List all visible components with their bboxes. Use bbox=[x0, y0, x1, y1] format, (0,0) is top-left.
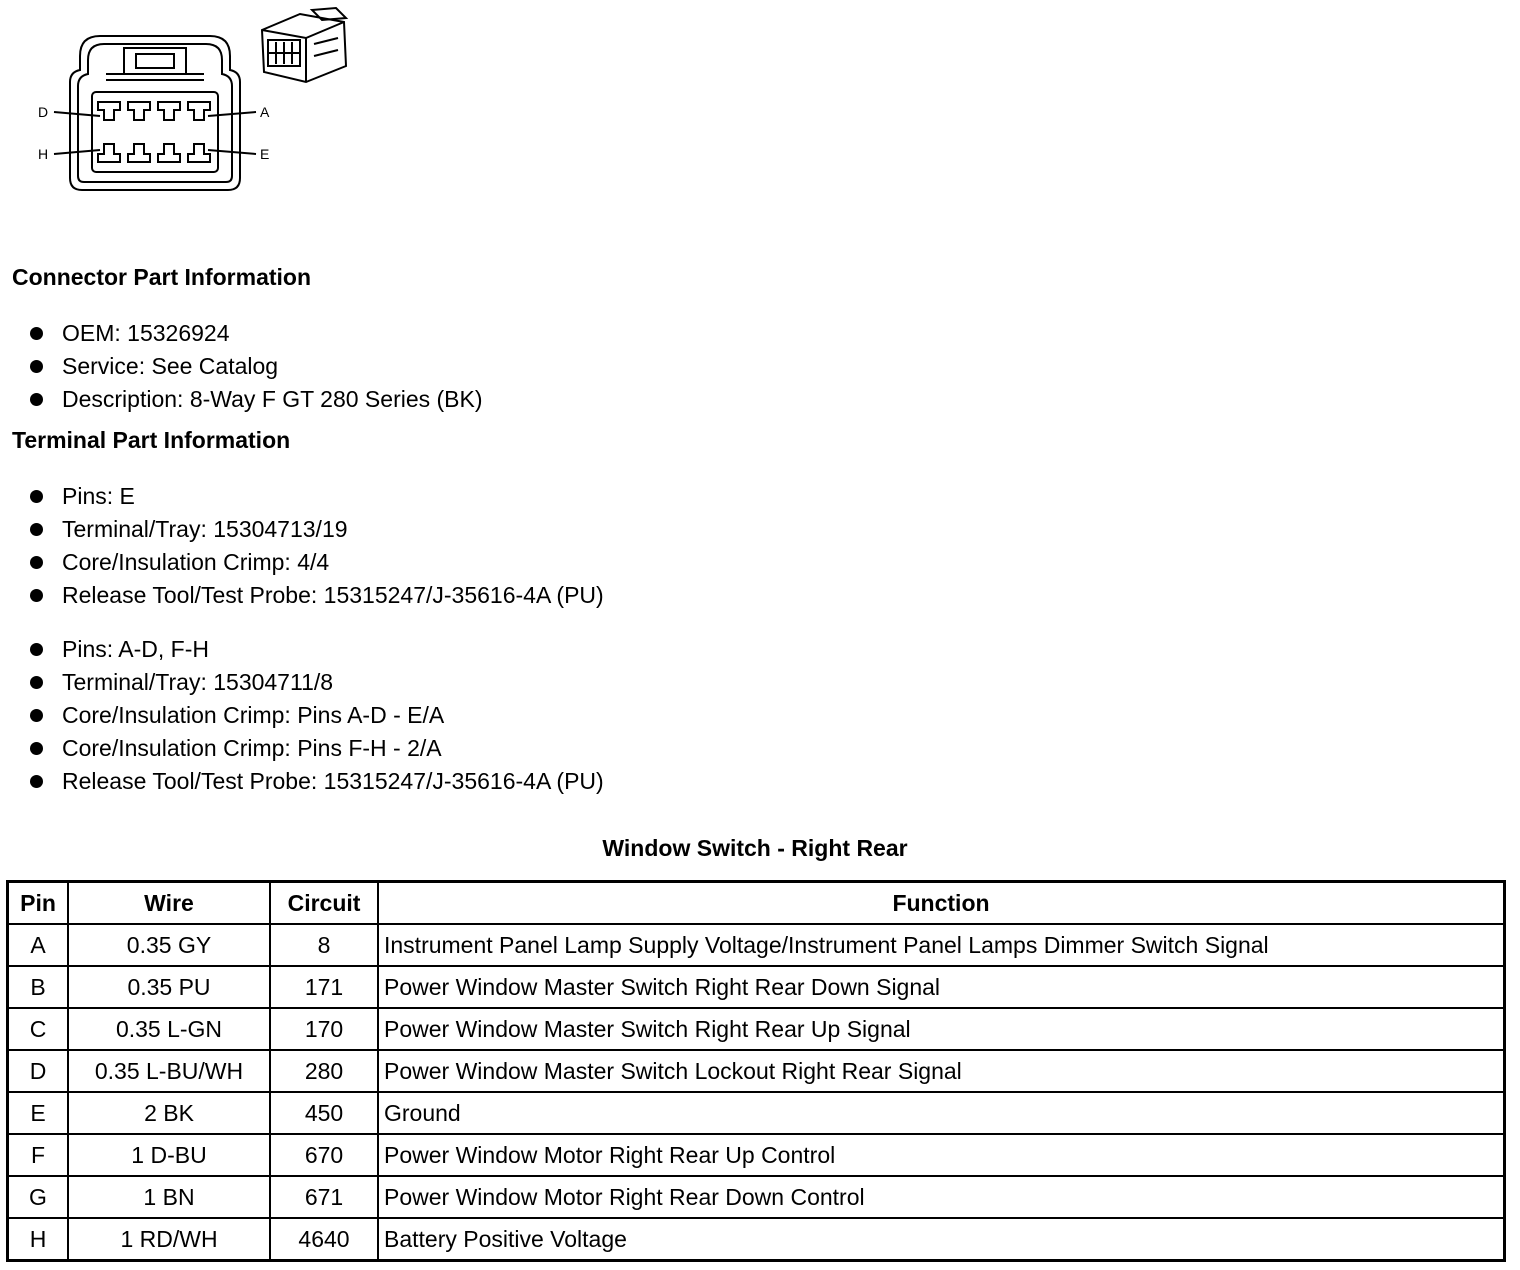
cell-function: Battery Positive Voltage bbox=[378, 1218, 1505, 1261]
cell-wire: 0.35 L-BU/WH bbox=[68, 1050, 270, 1092]
list-item: Core/Insulation Crimp: Pins F-H - 2/A bbox=[30, 732, 604, 765]
cell-wire: 1 D-BU bbox=[68, 1134, 270, 1176]
table-row bbox=[8, 1092, 1505, 1134]
connector-info-list bbox=[30, 317, 483, 416]
bullet-icon bbox=[30, 393, 43, 406]
bullet-icon bbox=[30, 556, 43, 569]
cell-wire: 0.35 L-GN bbox=[68, 1008, 270, 1050]
pin-table bbox=[6, 880, 1506, 1262]
table-row bbox=[8, 1050, 1505, 1092]
list-item: Terminal/Tray: 15304711/8 bbox=[30, 666, 604, 699]
bullet-icon bbox=[30, 643, 43, 656]
cell-pin: G bbox=[8, 1176, 69, 1218]
cell-function: Ground bbox=[378, 1092, 1505, 1134]
table-header-row bbox=[8, 882, 1505, 925]
bullet-icon bbox=[30, 360, 43, 373]
cell-circuit: 170 bbox=[270, 1008, 378, 1050]
cell-pin: E bbox=[8, 1092, 69, 1134]
bullet-icon bbox=[30, 490, 43, 503]
table-row bbox=[8, 966, 1505, 1008]
list-item: Pins: A-D, F-H bbox=[30, 633, 604, 666]
cell-circuit: 670 bbox=[270, 1134, 378, 1176]
cell-pin: C bbox=[8, 1008, 69, 1050]
bullet-icon bbox=[30, 589, 43, 602]
header-pin: Pin bbox=[8, 882, 69, 925]
cell-wire: 0.35 GY bbox=[68, 924, 270, 966]
cell-pin: H bbox=[8, 1218, 69, 1261]
bullet-icon bbox=[30, 327, 43, 340]
cell-circuit: 450 bbox=[270, 1092, 378, 1134]
connector-diagram bbox=[30, 0, 370, 200]
table-row bbox=[8, 1218, 1505, 1261]
bullet-icon bbox=[30, 709, 43, 722]
table-row bbox=[8, 924, 1505, 966]
pin-label-e: E bbox=[260, 146, 270, 162]
header-wire: Wire bbox=[68, 882, 270, 925]
cell-circuit: 171 bbox=[270, 966, 378, 1008]
list-item: Core/Insulation Crimp: 4/4 bbox=[30, 546, 604, 579]
cell-function: Power Window Motor Right Rear Down Control bbox=[378, 1176, 1505, 1218]
bullet-icon bbox=[30, 742, 43, 755]
terminal-section-title: Terminal Part Information bbox=[12, 427, 291, 453]
list-item: Core/Insulation Crimp: Pins A-D - E/A bbox=[30, 699, 604, 732]
table-title: Window Switch - Right Rear bbox=[602, 835, 908, 861]
cell-circuit: 671 bbox=[270, 1176, 378, 1218]
cell-wire: 1 RD/WH bbox=[68, 1218, 270, 1261]
cell-function: Power Window Master Switch Right Rear Down Signal bbox=[378, 966, 1505, 1008]
cell-pin: F bbox=[8, 1134, 69, 1176]
header-circuit: Circuit bbox=[270, 882, 378, 925]
cell-circuit: 280 bbox=[270, 1050, 378, 1092]
table-row bbox=[8, 1008, 1505, 1050]
bullet-icon bbox=[30, 676, 43, 689]
cell-function: Power Window Master Switch Lockout Right Rear Signal bbox=[378, 1050, 1505, 1092]
cell-wire: 1 BN bbox=[68, 1176, 270, 1218]
pin-label-a: A bbox=[260, 104, 270, 120]
connector-section-title: Connector Part Information bbox=[12, 264, 312, 290]
list-item: Release Tool/Test Probe: 15315247/J-35616-4A (PU) bbox=[30, 765, 604, 798]
cell-circuit: 8 bbox=[270, 924, 378, 966]
pin-label-h: H bbox=[38, 146, 49, 162]
cell-pin: D bbox=[8, 1050, 69, 1092]
list-item: Release Tool/Test Probe: 15315247/J-35616-4A (PU) bbox=[30, 579, 604, 612]
cell-function: Power Window Master Switch Right Rear Up Signal bbox=[378, 1008, 1505, 1050]
terminal-info-list-1 bbox=[30, 480, 604, 612]
list-item: OEM: 15326924 bbox=[30, 317, 483, 350]
cell-function: Instrument Panel Lamp Supply Voltage/Instrument Panel Lamps Dimmer Switch Signal bbox=[378, 924, 1505, 966]
list-item: Description: 8-Way F GT 280 Series (BK) bbox=[30, 383, 483, 416]
cell-wire: 0.35 PU bbox=[68, 966, 270, 1008]
list-item: Service: See Catalog bbox=[30, 350, 483, 383]
cell-circuit: 4640 bbox=[270, 1218, 378, 1261]
cell-function: Power Window Motor Right Rear Up Control bbox=[378, 1134, 1505, 1176]
cell-pin: B bbox=[8, 966, 69, 1008]
bullet-icon bbox=[30, 523, 43, 536]
cell-wire: 2 BK bbox=[68, 1092, 270, 1134]
header-function: Function bbox=[378, 882, 1505, 925]
table-row bbox=[8, 1134, 1505, 1176]
list-item: Terminal/Tray: 15304713/19 bbox=[30, 513, 604, 546]
pin-label-d: D bbox=[38, 104, 49, 120]
terminal-info-list-2 bbox=[30, 633, 604, 798]
table-row bbox=[8, 1176, 1505, 1218]
list-item: Pins: E bbox=[30, 480, 604, 513]
cell-pin: A bbox=[8, 924, 69, 966]
bullet-icon bbox=[30, 775, 43, 788]
